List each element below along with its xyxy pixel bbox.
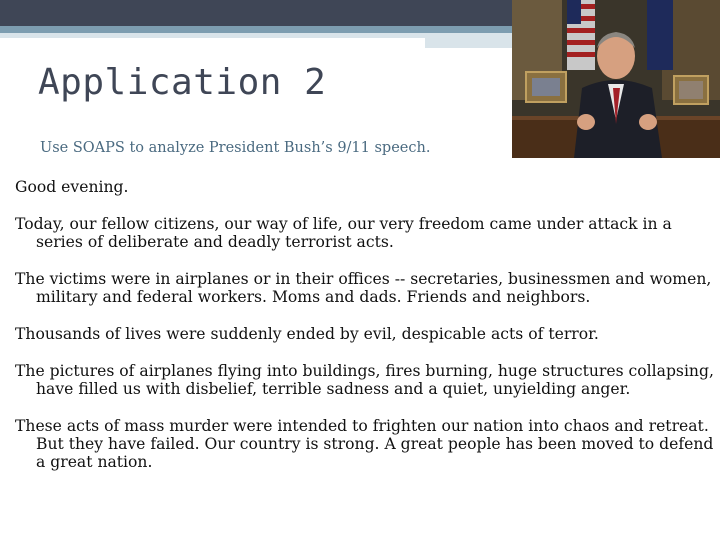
speech-paragraph: Today, our fellow citizens, our way of life, our very freedom came under attack in a series of deliberate and deadly terrorist acts. — [15, 215, 672, 251]
speech-paragraph: The victims were in airplanes or in their offices -- secretaries, businessmen and women, military and federal workers. Moms and dads. Friends and neighbors. — [15, 270, 712, 306]
speech-paragraph: Thousands of lives were suddenly ended by evil, despicable acts of terror. — [15, 325, 599, 343]
slide-title: Application 2 — [38, 62, 327, 103]
speech-paragraph: These acts of mass murder were intended to frighten our nation into chaos and retreat. But they have failed. Our country is strong. A great people has been moved to defend a great nation. — [15, 417, 714, 471]
slide-subtitle: Use SOAPS to analyze President Bush’s 9/11 speech. — [40, 140, 431, 156]
speech-text — [15, 178, 715, 490]
president-photo-illustration — [512, 0, 720, 158]
president-photo — [512, 0, 720, 158]
speech-paragraph: The pictures of airplanes flying into buildings, fires burning, huge structures collapsing, have filled us with disbelief, terrible sadness and a quiet, unyielding anger. — [15, 362, 714, 398]
speech-paragraph: Good evening. — [15, 178, 129, 196]
